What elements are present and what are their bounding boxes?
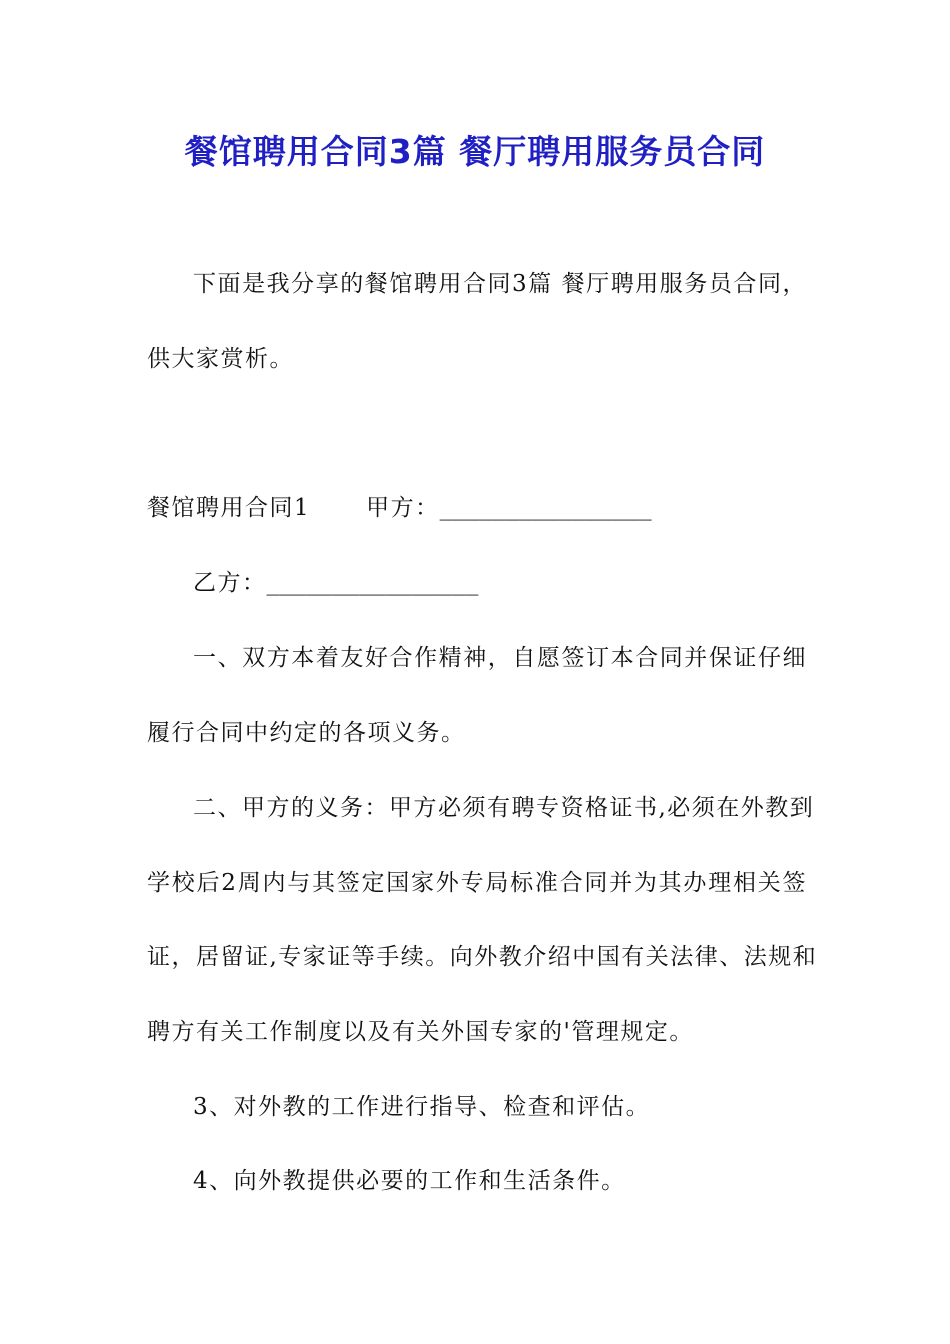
intro-line-2: 供大家赏析。 <box>147 346 294 372</box>
clause-2-line-2: 学校后2周内与其签定国家外专局标准合同并为其办理相关签 <box>147 870 807 896</box>
clause-1-line-2: 履行合同中约定的各项义务。 <box>147 720 466 746</box>
clause-4: 4、向外教提供必要的工作和生活条件。 <box>193 1168 626 1194</box>
party-b-blank: ________________ <box>266 571 479 596</box>
contract-heading-line <box>147 491 807 526</box>
contract-heading: 餐馆聘用合同1 <box>147 495 311 521</box>
clause-3: 3、对外教的工作进行指导、检查和评估。 <box>193 1094 651 1120</box>
party-a-label: 甲方： <box>366 495 440 521</box>
clause-2-line-3: 证，居留证,专家证等手续。向外教介绍中国有关法律、法规和 <box>147 944 818 970</box>
party-b-label: 乙方： <box>193 570 267 596</box>
intro-line-1: 下面是我分享的餐馆聘用合同3篇 餐厅聘用服务员合同， <box>193 271 807 297</box>
clause-1-line-1: 一、双方本着友好合作精神，自愿签订本合同并保证仔细 <box>193 645 807 671</box>
party-b-line <box>193 566 807 601</box>
document-title: 餐馆聘用合同3篇 餐厅聘用服务员合同 <box>184 132 766 171</box>
clause-2-line-4: 聘方有关工作制度以及有关外国专家的'管理规定。 <box>147 1019 694 1045</box>
party-a-blank: ________________ <box>439 496 652 521</box>
clause-2-line-1: 二、甲方的义务：甲方必须有聘专资格证书,必须在外教到 <box>193 795 815 821</box>
